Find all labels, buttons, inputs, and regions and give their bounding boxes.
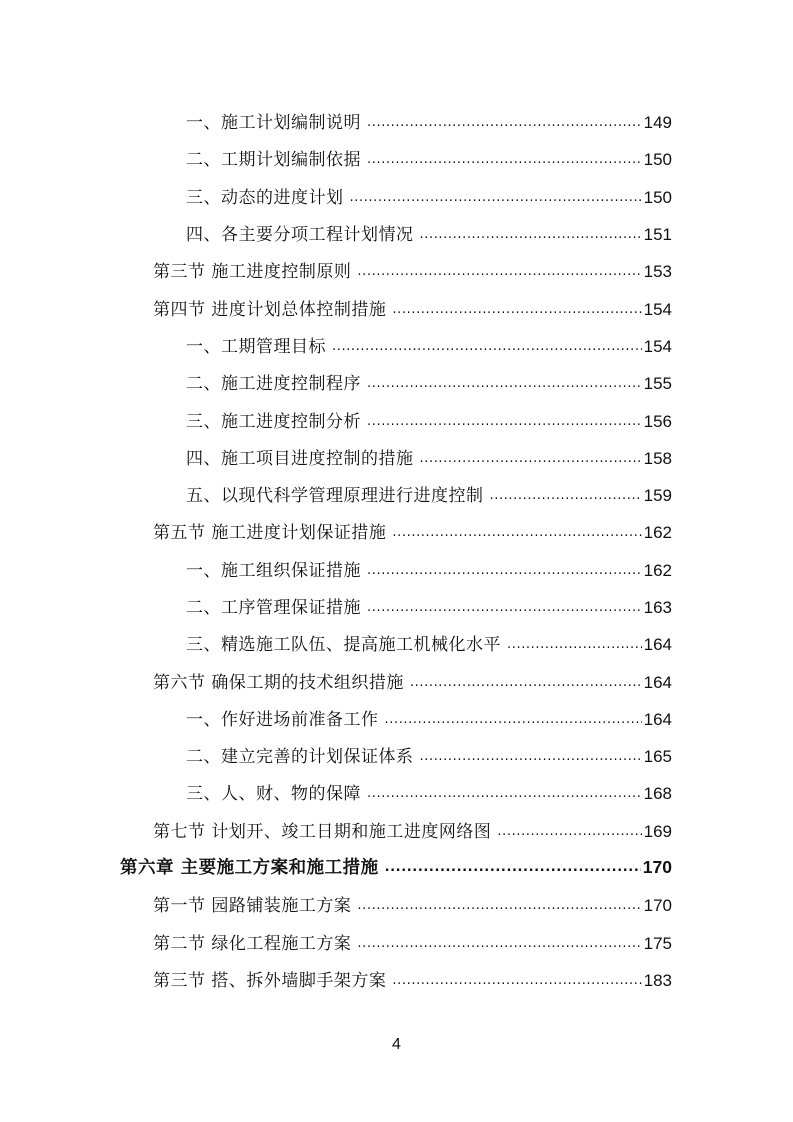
toc-entry[interactable] — [0, 288, 793, 325]
dot-leader — [385, 708, 642, 725]
dot-leader — [332, 335, 642, 352]
dot-leader — [367, 148, 642, 165]
toc-entry-text: 第六节 确保工期的技术组织措施 — [153, 672, 404, 693]
toc-entry-page: 151 — [643, 225, 672, 245]
toc-entry-page: 164 — [643, 672, 672, 692]
toc-entry-text: 一、工期管理目标 — [186, 336, 326, 357]
toc-entry-page: 164 — [643, 635, 672, 655]
dot-leader — [490, 484, 642, 501]
dot-leader — [497, 820, 641, 837]
toc-entry[interactable] — [0, 624, 793, 661]
toc-entry[interactable] — [0, 736, 793, 773]
dot-leader — [507, 633, 642, 650]
dot-leader — [420, 223, 642, 240]
toc-entry[interactable] — [0, 251, 793, 288]
dot-leader — [357, 932, 641, 949]
toc-entry-text: 二、工序管理保证措施 — [186, 598, 361, 618]
toc-entry-page: 159 — [643, 486, 672, 506]
toc-entry-text: 二、施工进度控制程序 — [186, 374, 361, 395]
toc-entry-text: 三、精选施工队伍、提高施工机械化水平 — [186, 635, 501, 656]
toc-entry[interactable] — [0, 326, 793, 363]
dot-leader — [357, 894, 641, 911]
toc-entry-page: 164 — [643, 709, 672, 729]
toc-entry[interactable] — [0, 587, 793, 624]
dot-leader — [420, 447, 642, 464]
toc-entry-text: 一、施工组织保证措施 — [186, 560, 361, 581]
toc-entry-page: 183 — [643, 970, 672, 990]
toc-entry-page: 149 — [643, 113, 672, 133]
toc-entry[interactable] — [0, 438, 793, 475]
table-of-contents — [0, 102, 793, 997]
toc-entry[interactable] — [0, 811, 793, 848]
dot-leader — [392, 969, 641, 986]
toc-entry-page: 175 — [643, 933, 672, 953]
toc-entry[interactable] — [0, 960, 793, 997]
toc-entry-text: 第六章 主要施工方案和施工措施 — [120, 858, 379, 879]
toc-entry[interactable] — [0, 923, 793, 960]
dot-leader — [367, 372, 642, 389]
toc-entry-text: 第三节 搭、拆外墙脚手架方案 — [153, 970, 387, 991]
toc-entry[interactable] — [0, 661, 793, 698]
dot-leader — [385, 856, 641, 874]
dot-leader — [350, 186, 642, 203]
toc-entry-page: 158 — [643, 448, 672, 468]
toc-entry-page: 170 — [642, 857, 672, 878]
dot-leader — [410, 671, 642, 688]
toc-entry-text: 五、以现代科学管理原理进行进度控制 — [186, 486, 484, 507]
toc-entry[interactable] — [0, 475, 793, 512]
dot-leader — [367, 782, 642, 799]
toc-entry[interactable] — [0, 550, 793, 587]
toc-entry-text: 第二节 绿化工程施工方案 — [153, 933, 352, 954]
toc-entry-page: 150 — [643, 187, 672, 207]
toc-entry-page: 162 — [643, 523, 672, 543]
toc-entry-page: 153 — [643, 262, 672, 282]
dot-leader — [367, 111, 642, 128]
toc-entry-page: 150 — [643, 150, 672, 170]
toc-entry-text: 第一节 园路铺装施工方案 — [153, 896, 352, 917]
dot-leader — [367, 596, 642, 613]
toc-entry-text: 四、各主要分项工程计划情况 — [186, 225, 414, 246]
toc-chapter-entry[interactable] — [0, 848, 793, 885]
toc-entry-page: 154 — [643, 336, 672, 356]
toc-entry-text: 三、施工进度控制分析 — [186, 411, 361, 432]
toc-entry-page: 162 — [643, 560, 672, 580]
toc-entry[interactable] — [0, 400, 793, 437]
dot-leader — [367, 410, 642, 427]
toc-entry[interactable] — [0, 214, 793, 251]
toc-entry[interactable] — [0, 773, 793, 810]
toc-entry[interactable] — [0, 177, 793, 214]
toc-entry-page: 155 — [643, 374, 672, 394]
toc-entry-text: 第四节 进度计划总体控制措施 — [153, 299, 387, 320]
toc-entry-page: 170 — [643, 896, 672, 916]
toc-entry-page: 156 — [643, 411, 672, 431]
toc-entry[interactable] — [0, 139, 793, 176]
dot-leader — [420, 745, 642, 762]
toc-entry-page: 168 — [643, 784, 672, 804]
toc-entry-text: 三、动态的进度计划 — [186, 187, 344, 208]
toc-entry-text: 一、施工计划编制说明 — [186, 113, 361, 134]
toc-entry[interactable] — [0, 363, 793, 400]
toc-entry[interactable] — [0, 512, 793, 549]
dot-leader — [392, 521, 641, 538]
toc-entry-text: 第七节 计划开、竣工日期和施工进度网络图 — [153, 821, 492, 842]
toc-entry-text: 二、建立完善的计划保证体系 — [186, 747, 414, 768]
toc-entry-text: 四、施工项目进度控制的措施 — [186, 448, 414, 469]
toc-entry[interactable] — [0, 699, 793, 736]
dot-leader — [392, 298, 641, 315]
toc-entry-text: 二、工期计划编制依据 — [186, 150, 361, 171]
toc-entry-page: 154 — [643, 299, 672, 319]
toc-entry[interactable] — [0, 102, 793, 139]
toc-entry-text: 第三节 施工进度控制原则 — [153, 262, 352, 283]
toc-entry-page: 169 — [643, 821, 672, 841]
dot-leader — [357, 260, 641, 277]
toc-entry-text: 三、人、财、物的保障 — [186, 784, 361, 805]
page-number: 4 — [392, 1036, 401, 1053]
toc-entry-page: 163 — [643, 598, 672, 617]
toc-entry[interactable] — [0, 885, 793, 922]
dot-leader — [367, 559, 642, 576]
toc-entry-text: 第五节 施工进度计划保证措施 — [153, 523, 387, 544]
toc-entry-text: 一、作好进场前准备工作 — [186, 709, 379, 730]
toc-entry-page: 165 — [643, 747, 672, 767]
